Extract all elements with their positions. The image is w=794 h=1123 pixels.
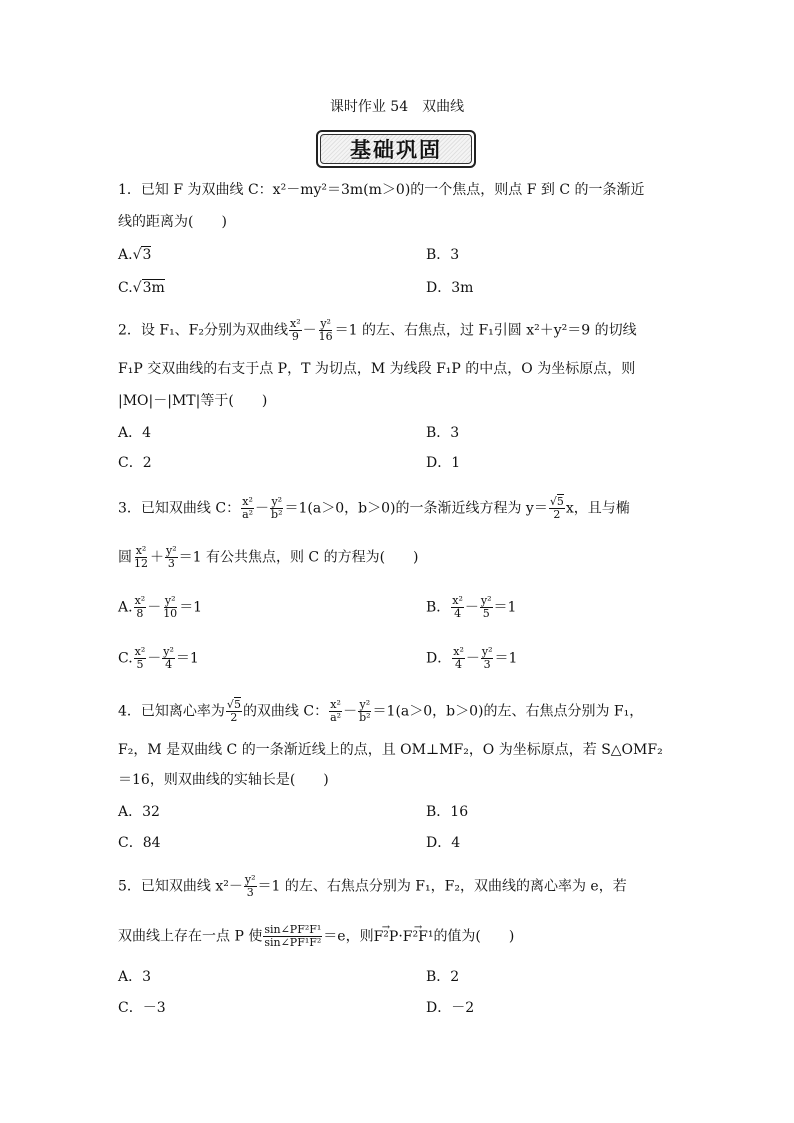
numerator: x² (330, 698, 341, 711)
text: 5．已知双曲线 x²－ (118, 878, 243, 895)
text: 双曲线上存在一点 P 使 (118, 928, 263, 945)
fraction (318, 318, 334, 343)
q1-option-c (118, 278, 165, 298)
text: － (343, 703, 358, 720)
banner-inner (320, 134, 472, 164)
q3-line2 (118, 545, 419, 570)
fraction (263, 924, 322, 949)
fraction (270, 496, 283, 521)
denominator: 3 (483, 658, 491, 671)
numerator: y² (244, 873, 256, 886)
fraction (226, 699, 242, 724)
text: ＝1 (494, 650, 518, 667)
denominator: 4 (455, 658, 463, 671)
text: ＝1(a＞0，b＞0)的左、右焦点分别为 F₁， (372, 703, 644, 720)
numerator: y² (480, 594, 492, 607)
numerator: y² (164, 594, 176, 607)
q5-option-d: D．－2 (426, 1000, 475, 1016)
text: 的值为( ) (433, 928, 515, 945)
denominator: 2 (230, 711, 238, 724)
text: 3．已知双曲线 C： (118, 500, 241, 517)
fraction (452, 646, 465, 671)
q2-option-d: D．1 (426, 455, 461, 471)
q2-line3: |MO|－|MT|等于( ) (118, 393, 268, 409)
fraction (481, 646, 494, 671)
text: ＝1 (175, 650, 199, 667)
banner-label: 基础巩固 (350, 138, 442, 162)
numerator: √5 (549, 495, 564, 508)
q2-line2: F₁P 交双曲线的右支于点 P，T 为切点，M 为线段 F₁P 的中点，O 为坐标原点，则 (118, 361, 636, 377)
denominator: a² (330, 711, 342, 724)
sqrt: √3m (132, 280, 165, 296)
text: 4．已知离心率为 (118, 703, 225, 720)
denominator: 4 (165, 658, 173, 671)
text: ＝1 有公共焦点，则 C 的方程为( ) (178, 549, 419, 566)
option-label: C. (118, 280, 133, 296)
vector: → F²F¹ (403, 927, 434, 947)
fraction (134, 646, 147, 671)
vector: → F²P (374, 927, 399, 947)
q5-option-b: B．2 (426, 969, 460, 985)
fraction (329, 699, 342, 724)
text: － (255, 500, 270, 517)
text: ＝e，则 (323, 928, 374, 945)
radicand: 3 (142, 247, 152, 263)
numerator: x² (453, 645, 464, 658)
text: x，且与椭 (565, 500, 630, 517)
denominator: 8 (136, 607, 144, 620)
q1-option-a (118, 245, 151, 265)
q4-option-c: C．84 (118, 835, 161, 851)
fraction (358, 699, 371, 724)
q3-option-a: A. $\frac{\text{x²}}{8}$ － $\frac{\text{y²}}{10}$ ＝1 (118, 594, 203, 620)
q3-option-d: D． $\frac{\text{x²}}{4}$ － $\frac{\text{y²}}{3}$ ＝1 (426, 645, 518, 671)
q3-option-b: B． $\frac{\text{x²}}{4}$ － $\frac{\text{y²}}{5}$ ＝1 (426, 594, 517, 620)
denominator: 5 (136, 658, 144, 671)
fraction (241, 496, 254, 521)
q1-line1: 1．已知 F 为双曲线 C：x²－my²＝3m(m＞0)的一个焦点，则点 F 到 C 的一条渐近 (118, 182, 645, 198)
text: ＝1 (493, 599, 517, 616)
q2-option-a: A．4 (118, 425, 152, 441)
numerator: y² (320, 317, 331, 330)
fraction (289, 318, 302, 343)
numerator: x² (242, 495, 253, 508)
text: ＝1 的左、右焦点分别为 F₁，F₂，双曲线的离心率为 e，若 (257, 878, 627, 895)
q4-option-a: A．32 (118, 804, 160, 820)
text: － (302, 322, 317, 339)
fraction (165, 545, 178, 570)
numerator: x² (135, 544, 147, 557)
numerator: y² (166, 544, 177, 557)
q3-line1 (118, 496, 630, 521)
fraction (133, 545, 149, 570)
text: ＝1 的左、右焦点，过 F₁引圆 x²＋y²＝9 的切线 (334, 322, 637, 339)
denominator: 3 (246, 886, 254, 899)
numerator: y² (359, 698, 371, 711)
fraction (134, 595, 147, 620)
option-label: B． (426, 599, 451, 616)
fraction (162, 595, 178, 620)
q5-line1 (118, 874, 627, 899)
radicand: 5 (556, 495, 564, 508)
fraction (162, 646, 175, 671)
denominator: 16 (318, 330, 333, 343)
numerator: x² (452, 594, 463, 607)
sqrt: √3 (132, 247, 152, 263)
numerator: y² (163, 645, 174, 658)
fraction (244, 874, 257, 899)
denominator: 3 (167, 557, 175, 570)
fraction (451, 595, 464, 620)
denominator: 5 (482, 607, 490, 620)
q2-option-c: C．2 (118, 455, 152, 471)
q4-option-d: D．4 (426, 835, 461, 851)
fraction (480, 595, 493, 620)
denominator: b² (271, 508, 283, 521)
q1-option-d: D．3m (426, 280, 474, 296)
numerator: y² (271, 495, 283, 508)
denominator: 2 (553, 508, 561, 521)
numerator: x² (290, 317, 301, 330)
radicand: 5 (233, 698, 241, 711)
q2-option-b: B．3 (426, 425, 460, 441)
text: ＝1(a＞0，b＞0)的一条渐近线方程为 y＝ (284, 500, 548, 517)
q1-option-b: B．3 (426, 247, 460, 263)
text: 的双曲线 C： (242, 703, 329, 720)
q5-option-a: A．3 (118, 969, 152, 985)
page-title: 课时作业 54 双曲线 (329, 99, 465, 115)
denominator: b² (359, 711, 371, 724)
denominator: 9 (291, 330, 299, 343)
denominator: sin∠PF¹F² (264, 936, 322, 949)
text: ＋ (150, 549, 164, 566)
denominator: 12 (134, 557, 148, 570)
q2-line1 (118, 318, 637, 343)
radicand: 3m (142, 280, 165, 296)
option-label: C. (118, 650, 133, 667)
numerator: x² (134, 594, 146, 607)
q3-option-c: C. $\frac{\text{x²}}{5}$ － $\frac{\text{y²}}{4}$ ＝1 (118, 645, 199, 671)
text: 2．设 F₁、F₂分别为双曲线 (118, 322, 289, 339)
numerator: sin∠PF²F¹ (264, 923, 322, 936)
section-banner (316, 130, 476, 168)
q4-line1 (118, 699, 643, 724)
text: 圆 (118, 549, 132, 566)
numerator: y² (481, 645, 493, 658)
option-label: A. (118, 247, 133, 263)
numerator: x² (134, 645, 146, 658)
q5-option-c: C．－3 (118, 1000, 166, 1016)
text: · (398, 928, 403, 945)
text: ＝1 (179, 599, 203, 616)
q4-line3: ＝16，则双曲线的实轴长是( ) (118, 772, 329, 788)
q1-line2: 线的距离为( ) (118, 214, 227, 230)
fraction (549, 496, 565, 521)
q4-option-b: B．16 (426, 804, 469, 820)
q5-line2 (118, 924, 514, 949)
option-label: D． (426, 650, 452, 667)
denominator: a² (242, 508, 254, 521)
numerator: √5 (226, 698, 241, 711)
denominator: 10 (163, 607, 178, 620)
q4-line2: F₂，M 是双曲线 C 的一条渐近线上的点，且 OM⊥MF₂，O 为坐标原点，若 S△OMF₂ (118, 742, 663, 758)
option-label: A. (118, 599, 133, 616)
denominator: 4 (454, 607, 462, 620)
